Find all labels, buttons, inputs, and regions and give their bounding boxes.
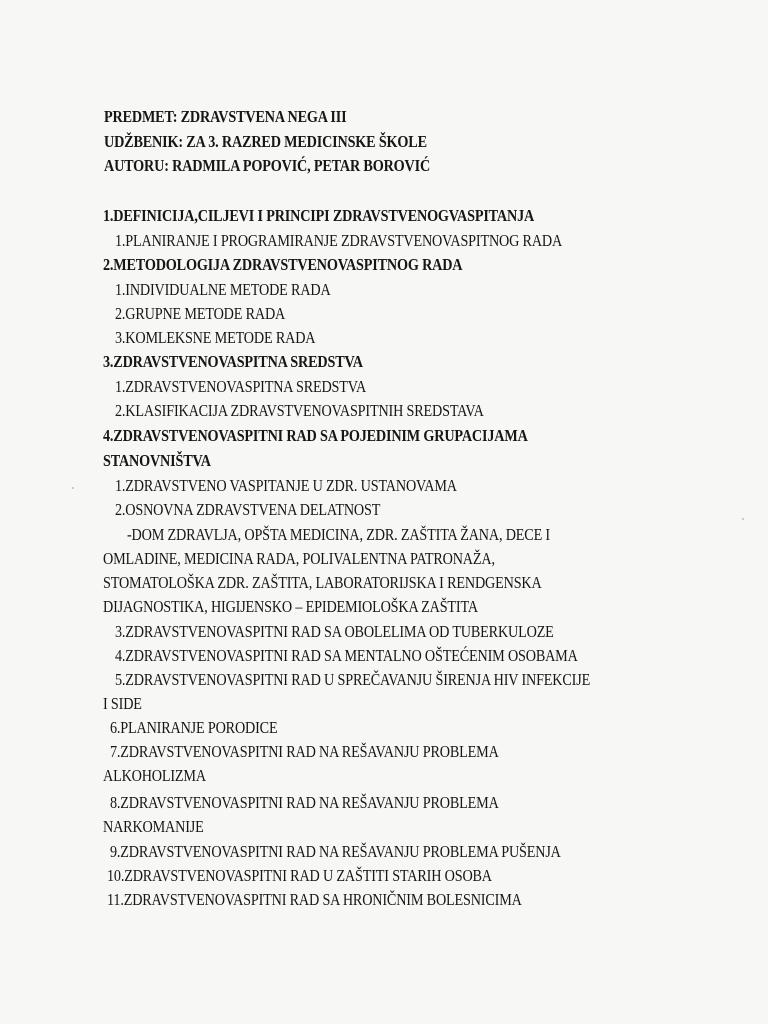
authors-line: AUTORU: RADMILA POPOVIĆ, PETAR BOROVIĆ	[104, 156, 431, 175]
section-4-item: 1.ZDRAVSTVENO VASPITANJE U ZDR. USTANOVAMA	[115, 476, 457, 495]
section-2-item: 3.KOMLEKSNE METODE RADA	[115, 328, 316, 347]
section-4-item: -DOM ZDRAVLJA, OPŠTA MEDICINA, ZDR. ZAŠTITA ŽANA, DECE I	[127, 525, 550, 544]
section-4-title: 4.ZDRAVSTVENOVASPITNI RAD SA POJEDINIM GRUPACIJAMA	[103, 426, 528, 445]
section-3-item: 2.KLASIFIKACIJA ZDRAVSTVENOVASPITNIH SREDSTAVA	[115, 401, 484, 420]
section-4-item: 10.ZDRAVSTVENOVASPITNI RAD U ZAŠTITI STARIH OSOBA	[107, 866, 492, 885]
scan-speck	[742, 518, 744, 520]
section-4-item: 7.ZDRAVSTVENOVASPITNI RAD NA REŠAVANJU PROBLEMA	[110, 742, 499, 761]
section-1-title: 1.DEFINICIJA,CILJEVI I PRINCIPI ZDRAVSTVENOGVASPITANJA	[103, 206, 535, 225]
section-4-item: I SIDE	[103, 694, 142, 713]
subject-line: PREDMET: ZDRAVSTVENA NEGA III	[104, 107, 347, 126]
section-4-title-continued: STANOVNIŠTVA	[103, 451, 211, 470]
section-4-item: ALKOHOLIZMA	[103, 766, 206, 785]
section-4-item: 11.ZDRAVSTVENOVASPITNI RAD SA HRONIČNIM BOLESNICIMA	[107, 890, 522, 909]
section-4-item: DIJAGNOSTIKA, HIGIJENSKO – EPIDEMIOLOŠKA ZAŠTITA	[103, 597, 478, 616]
section-3-item: 1.ZDRAVSTVENOVASPITNA SREDSTVA	[115, 377, 367, 396]
section-4-item: 8.ZDRAVSTVENOVASPITNI RAD NA REŠAVANJU PROBLEMA	[110, 793, 499, 812]
section-4-item: 2.OSNOVNA ZDRAVSTVENA DELATNOST	[115, 500, 381, 519]
textbook-line: UDŽBENIK: ZA 3. RAZRED MEDICINSKE ŠKOLE	[104, 132, 427, 151]
section-2-title: 2.METODOLOGIJA ZDRAVSTVENOVASPITNOG RADA	[103, 255, 463, 274]
section-4-item: 3.ZDRAVSTVENOVASPITNI RAD SA OBOLELIMA OD TUBERKULOZE	[115, 622, 554, 641]
section-4-item: STOMATOLOŠKA ZDR. ZAŠTITA, LABORATORIJSKA I RENDGENSKA	[103, 573, 542, 592]
section-1-item: 1.PLANIRANJE I PROGRAMIRANJE ZDRAVSTVENOVASPITNOG RADA	[115, 231, 563, 250]
section-3-title: 3.ZDRAVSTVENOVASPITNA SREDSTVA	[103, 352, 363, 371]
scan-speck	[72, 487, 74, 489]
section-2-item: 2.GRUPNE METODE RADA	[115, 304, 286, 323]
section-4-item: 5.ZDRAVSTVENOVASPITNI RAD U SPREČAVANJU ŠIRENJA HIV INFEKCIJE	[115, 670, 591, 689]
section-4-item: NARKOMANIJE	[103, 817, 204, 836]
section-4-item: 9.ZDRAVSTVENOVASPITNI RAD NA REŠAVANJU PROBLEMA PUŠENJA	[110, 842, 561, 861]
section-2-item: 1.INDIVIDUALNE METODE RADA	[115, 280, 331, 299]
section-4-item: 4.ZDRAVSTVENOVASPITNI RAD SA MENTALNO OŠTEĆENIM OSOBAMA	[115, 646, 578, 665]
section-4-item: OMLADINE, MEDICINA RADA, POLIVALENTNA PATRONAŽA,	[103, 549, 495, 568]
section-4-item: 6.PLANIRANJE PORODICE	[110, 718, 278, 737]
